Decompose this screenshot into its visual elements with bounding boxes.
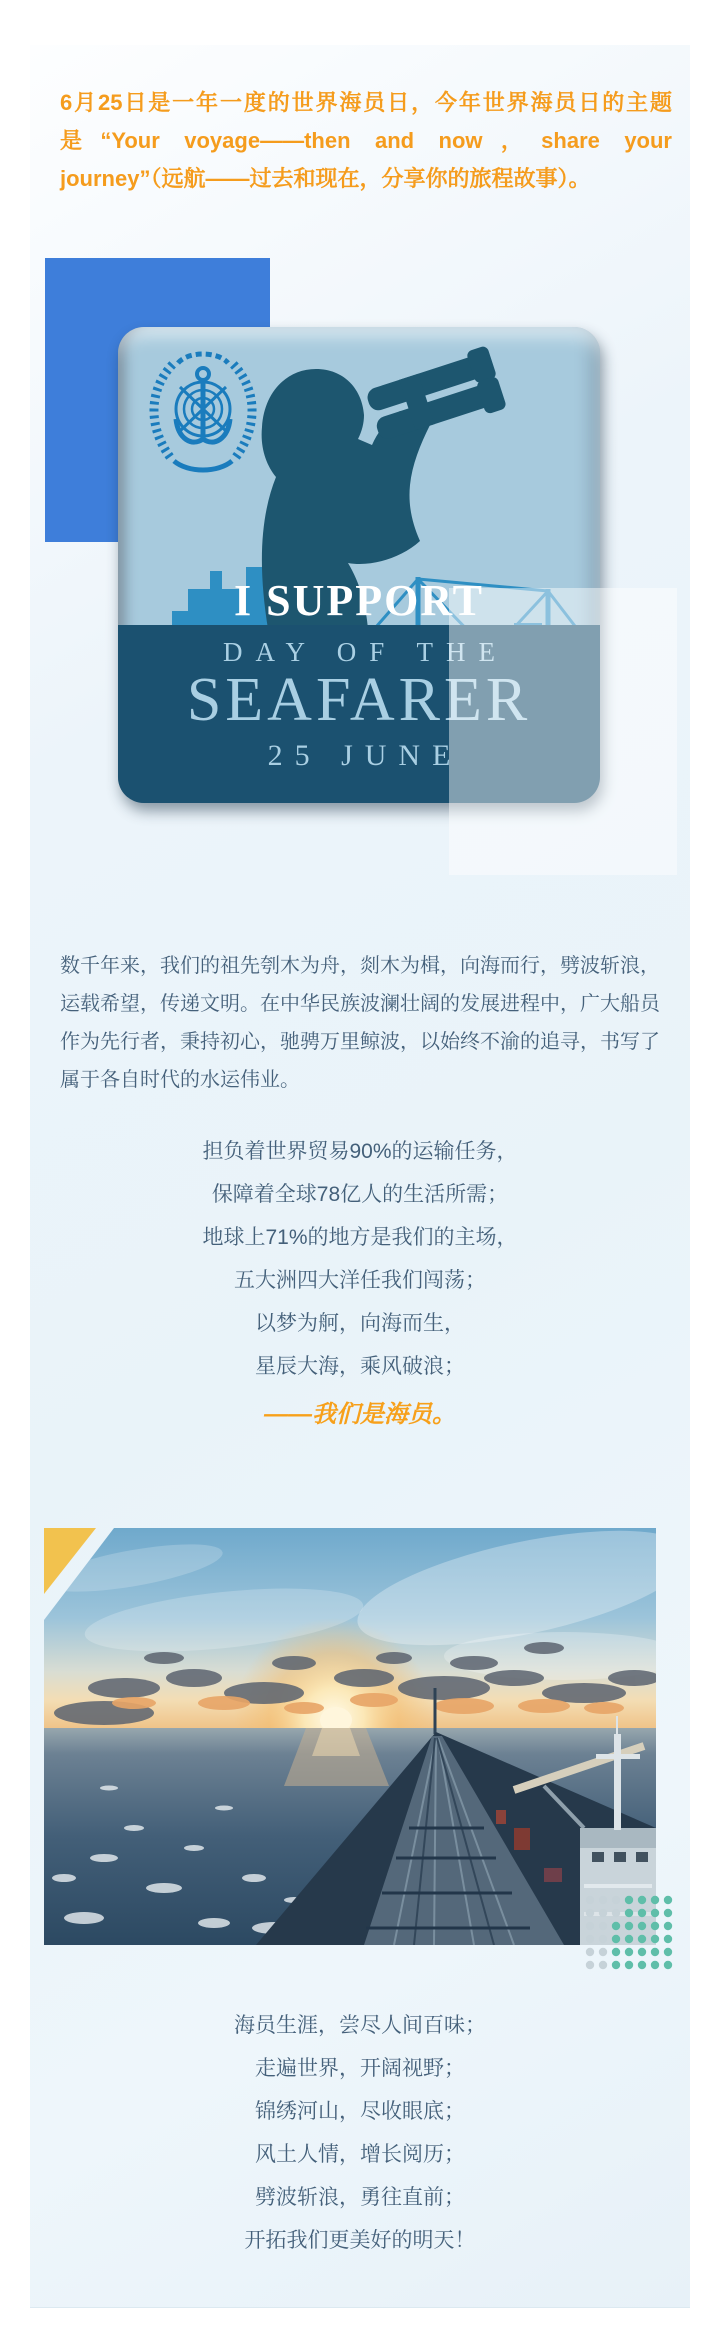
- stanza-line: 走遍世界，开阔视野；: [255, 2057, 465, 2080]
- stanza-line: 劈波斩浪，勇往直前；: [255, 2186, 465, 2209]
- badge-seafarer-text: SEAFARER: [186, 666, 532, 734]
- stanza-line: 星辰大海，乘风破浪；: [255, 1355, 465, 1378]
- badge-date-text: 25 JUNE: [267, 739, 463, 772]
- decor-translucent-square: [449, 588, 677, 875]
- imo-emblem-icon: [154, 354, 252, 470]
- seafarer-photo: [44, 1528, 656, 1945]
- stanza-line: 锦绣河山，尽收眼底；: [255, 2100, 465, 2123]
- slogan-we-are-seafarers: ——我们是海员。: [264, 1401, 456, 1428]
- stanza-line: 开拓我们更美好的明天！: [244, 2229, 476, 2252]
- stanza-line: 地球上71%的地方是我们的主场，: [202, 1226, 518, 1249]
- intro-paragraph: 6月25日是一年一度的世界海员日，今年世界海员日的主题是“Your voyage——then and now，share your journey”（远航——过去和现在，分享你的旅程故事）。: [60, 90, 672, 191]
- stanza-line: 保障着全球78亿人的生活所需；: [211, 1183, 509, 1206]
- stanza-line: 海员生涯，尝尽人间百味；: [234, 2014, 486, 2037]
- stanza-seafarer-life: [30, 2004, 690, 2262]
- decor-dot-grid: [584, 1894, 676, 1972]
- stanza-line: 五大洲四大洋任我们闯荡；: [234, 1269, 486, 1292]
- stanza-line: 风土人情，增长阅历；: [255, 2143, 465, 2166]
- photo-sunset-tanker: [44, 1528, 656, 1945]
- stanza-line: 以梦为舸，向海而生，: [255, 1312, 465, 1335]
- article-card: [30, 45, 690, 2308]
- badge-support-text: I SUPPORT: [234, 576, 484, 625]
- body-paragraph: 数千年来，我们的祖先刳木为舟，剡木为楫，向海而行，劈波斩浪，运载希望，传递文明。在中华民族波澜壮阔的发展进程中，广大船员作为先行者，秉持初心，驰骋万里鲸波，以始终不渝的追寻，书写了属于各自时代的水运伟业。: [60, 955, 660, 1091]
- stanza-seafarer-pride: [30, 1130, 690, 1388]
- stanza-line: 担负着世界贸易90%的运输任务，: [202, 1140, 518, 1163]
- badge-day-of-the-text: DAY OF THE: [222, 637, 509, 667]
